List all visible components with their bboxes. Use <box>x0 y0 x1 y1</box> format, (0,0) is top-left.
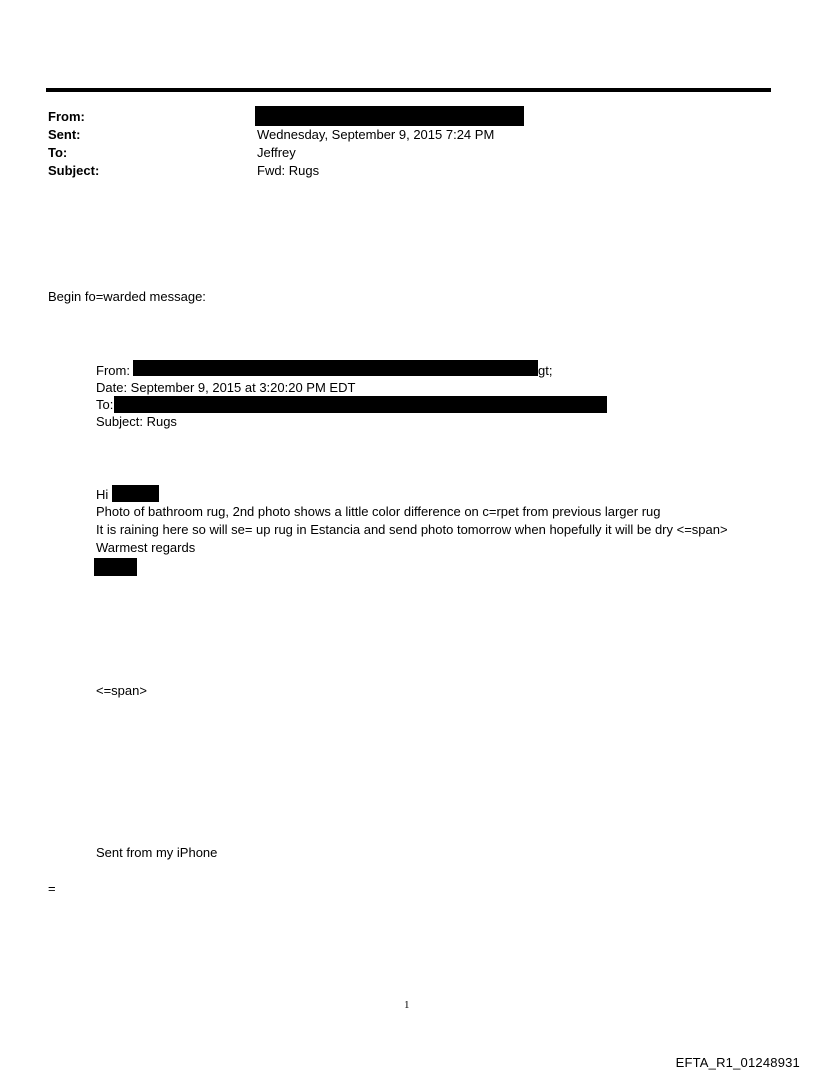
fwd-from-label: From: <box>96 363 130 378</box>
to-value: Jeffrey <box>257 145 296 160</box>
closing: Warmest regards <box>96 540 196 555</box>
redacted-from <box>255 106 524 126</box>
fwd-subject: Subject: Rugs <box>96 414 177 429</box>
trailing-equals: = <box>48 881 56 896</box>
forward-intro: Begin fo=warded message: <box>48 289 206 304</box>
redacted-sender-name <box>94 558 137 576</box>
header-rule <box>46 88 771 92</box>
message-line-2: It is raining here so will se= up rug in Estancia and send photo tomorrow when hopefully it will be dry <=span> <box>96 522 728 537</box>
sent-label: Sent: <box>48 127 81 142</box>
subject-label: Subject: <box>48 163 100 178</box>
redacted-recipient-name <box>112 485 159 502</box>
fwd-to-label: To: <box>96 397 114 412</box>
redacted-fwd-to <box>114 396 607 413</box>
signature: Sent from my iPhone <box>96 845 218 860</box>
fwd-date: Date: September 9, 2015 at 3:20:20 PM EDT <box>96 380 356 395</box>
from-label: From: <box>48 109 85 124</box>
to-label: To: <box>48 145 68 160</box>
subject-value: Fwd: Rugs <box>257 163 320 178</box>
span-tag-text: <=span> <box>96 683 147 698</box>
greeting: Hi <box>96 487 109 502</box>
redacted-fwd-from <box>133 360 538 376</box>
message-line-1: Photo of bathroom rug, 2nd photo shows a little color difference on c=rpet from previous larger rug <box>96 504 661 519</box>
document-id: EFTA_R1_01248931 <box>675 1055 800 1070</box>
page-number: 1 <box>404 999 410 1011</box>
sent-value: Wednesday, September 9, 2015 7:24 PM <box>257 127 495 142</box>
fwd-from-suffix: gt; <box>538 363 553 378</box>
